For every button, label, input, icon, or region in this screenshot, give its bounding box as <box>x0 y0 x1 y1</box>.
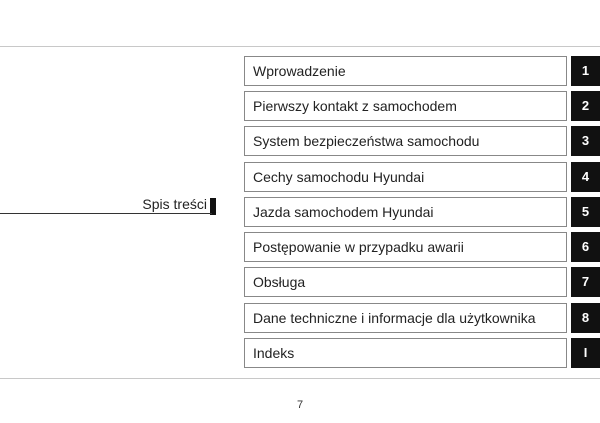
chapter-label: Indeks <box>253 345 295 361</box>
chapter-tab[interactable]: 8 <box>571 303 600 333</box>
bottom-divider <box>0 378 600 379</box>
chapter-item-pierwszy-kontakt[interactable] <box>244 91 600 121</box>
chapter-tab[interactable]: 6 <box>571 232 600 262</box>
chapter-label: Wprowadzenie <box>253 63 346 79</box>
chapter-box <box>244 126 567 156</box>
chapter-item-postepowanie-awarii[interactable] <box>244 232 600 262</box>
chapter-item-jazda-samochodem[interactable] <box>244 197 600 227</box>
chapter-item-system-bezpieczenstwa[interactable] <box>244 126 600 156</box>
page-number: 7 <box>296 399 304 411</box>
chapter-tab[interactable]: 2 <box>571 91 600 121</box>
chapter-item-indeks[interactable] <box>244 338 600 368</box>
chapter-tab[interactable]: 5 <box>571 197 600 227</box>
chapter-item-cechy-samochodu[interactable] <box>244 162 600 192</box>
toc-title: Spis treści <box>142 196 207 212</box>
chapter-tab[interactable]: 1 <box>571 56 600 86</box>
chapter-box <box>244 303 567 333</box>
chapter-box <box>244 56 567 86</box>
chapter-box <box>244 197 567 227</box>
chapter-box <box>244 162 567 192</box>
chapter-label: Jazda samochodem Hyundai <box>253 204 434 220</box>
chapter-box <box>244 267 567 297</box>
chapter-tab[interactable]: 7 <box>571 267 600 297</box>
chapter-label: System bezpieczeństwa samochodu <box>253 133 480 149</box>
chapter-item-obsluga[interactable] <box>244 267 600 297</box>
chapter-label: Dane techniczne i informacje dla użytkownika <box>253 310 536 326</box>
chapter-tab[interactable]: 4 <box>571 162 600 192</box>
chapter-label: Pierwszy kontakt z samochodem <box>253 98 457 114</box>
chapter-box <box>244 91 567 121</box>
chapter-label: Postępowanie w przypadku awarii <box>253 239 464 255</box>
chapter-tab[interactable]: I <box>571 338 600 368</box>
chapter-item-dane-techniczne[interactable] <box>244 303 600 333</box>
chapter-box <box>244 338 567 368</box>
chapter-label: Obsługa <box>253 274 306 290</box>
chapter-tab[interactable]: 3 <box>571 126 600 156</box>
chapter-label: Cechy samochodu Hyundai <box>253 169 425 185</box>
chapter-box <box>244 232 567 262</box>
chapter-item-wprowadzenie[interactable] <box>244 56 600 86</box>
